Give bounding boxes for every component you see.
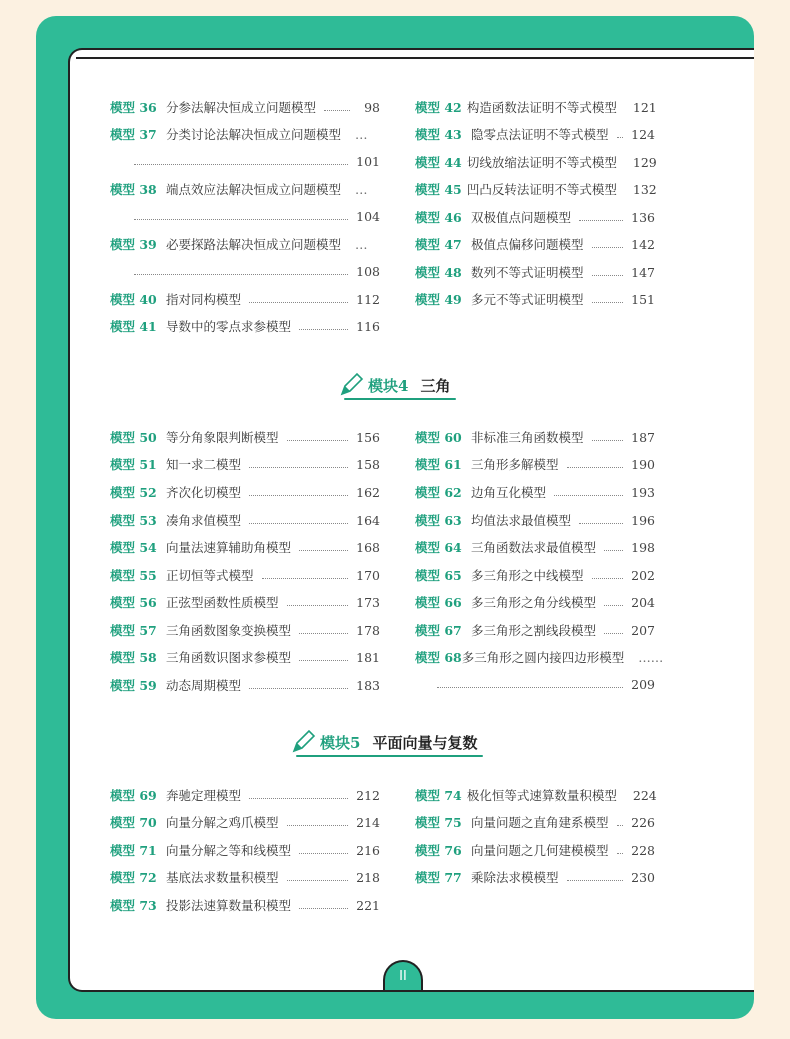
toc-entry[interactable] bbox=[110, 315, 380, 337]
model-title: 向量分解之鸡爪模型 bbox=[166, 815, 279, 830]
model-title: 正弦型函数性质模型 bbox=[166, 595, 279, 610]
page-number: 209 bbox=[631, 677, 655, 692]
model-title: 正切恒等式模型 bbox=[166, 568, 254, 583]
model-title: 端点效应法解决恒成立问题模型 bbox=[166, 182, 342, 197]
module5-label: 模块5 bbox=[320, 733, 361, 752]
page-number: 162 bbox=[356, 484, 380, 500]
module4-title: 三角 bbox=[420, 376, 451, 395]
toc-entry[interactable] bbox=[415, 784, 655, 806]
model-title: 边角互化模型 bbox=[471, 485, 547, 500]
page-number: 168 bbox=[356, 539, 380, 555]
toc-entry[interactable] bbox=[110, 96, 380, 118]
model-label: 模型 49 bbox=[415, 292, 462, 307]
model-label: 模型 39 bbox=[110, 237, 157, 252]
model-title: 数列不等式证明模型 bbox=[471, 265, 584, 280]
model-title: 三角形多解模型 bbox=[471, 457, 559, 472]
model-title: 向量分解之等和线模型 bbox=[166, 843, 292, 858]
model-title: 齐次化切模型 bbox=[166, 485, 242, 500]
page-number: 108 bbox=[356, 264, 380, 279]
toc-entry[interactable] bbox=[415, 591, 655, 613]
toc-entry[interactable] bbox=[415, 426, 655, 448]
model-label: 模型 46 bbox=[415, 210, 462, 225]
leader-dots: …… bbox=[638, 649, 664, 665]
model-title: 奔驰定理模型 bbox=[166, 788, 242, 803]
page-number: 214 bbox=[356, 814, 380, 830]
model-label: 模型 47 bbox=[415, 237, 462, 252]
dot-leader bbox=[617, 853, 624, 854]
dot-leader bbox=[249, 302, 348, 303]
model-title: 极值点偏移问题模型 bbox=[471, 237, 584, 252]
dot-leader bbox=[617, 137, 624, 138]
leader-dots: … bbox=[355, 126, 368, 142]
page-number: 207 bbox=[631, 622, 655, 638]
module5-heading bbox=[290, 725, 477, 759]
model-title: 基底法求数量积模型 bbox=[166, 870, 279, 885]
page-number: 158 bbox=[356, 456, 380, 472]
model-title: 凹凸反转法证明不等式模型 bbox=[466, 182, 617, 197]
model-label: 模型 50 bbox=[110, 430, 157, 445]
page-number: 190 bbox=[631, 456, 655, 472]
model-label: 模型 41 bbox=[110, 319, 157, 334]
model-title: 三角函数图象变换模型 bbox=[166, 623, 292, 638]
dot-leader bbox=[592, 440, 624, 441]
module5-title: 平面向量与复数 bbox=[372, 733, 478, 752]
page-number: 132 bbox=[632, 181, 657, 197]
model-title: 多三角形之圆内接四边形模型 bbox=[461, 650, 625, 665]
page-number: 187 bbox=[631, 429, 655, 445]
model-label: 模型 43 bbox=[415, 127, 462, 142]
leader-dots: … bbox=[355, 181, 368, 197]
toc-entry[interactable] bbox=[110, 591, 380, 613]
page-number: 121 bbox=[632, 99, 657, 115]
page-number: 151 bbox=[631, 291, 655, 307]
model-label: 模型 70 bbox=[110, 815, 157, 830]
toc-entry[interactable] bbox=[110, 123, 380, 145]
toc-entry[interactable] bbox=[110, 288, 380, 310]
toc-entry[interactable] bbox=[110, 894, 380, 916]
toc-entry[interactable] bbox=[110, 674, 380, 696]
toc-entry[interactable] bbox=[110, 426, 380, 448]
toc-entry[interactable] bbox=[415, 564, 655, 586]
page-number: 183 bbox=[356, 677, 380, 693]
dot-leader bbox=[287, 605, 349, 606]
dot-leader bbox=[299, 329, 348, 330]
model-label: 模型 63 bbox=[415, 513, 462, 528]
page-number: 204 bbox=[631, 594, 655, 610]
model-label: 模型 65 bbox=[415, 568, 462, 583]
page-number: 178 bbox=[356, 622, 380, 638]
page-number: 156 bbox=[356, 429, 380, 445]
dot-leader bbox=[249, 495, 348, 496]
dot-leader bbox=[604, 550, 623, 551]
page-number: 221 bbox=[356, 897, 380, 913]
dot-leader bbox=[579, 220, 623, 221]
model-label: 模型 76 bbox=[415, 843, 462, 858]
dot-leader bbox=[287, 880, 349, 881]
toc-entry[interactable] bbox=[110, 178, 380, 200]
toc-entry[interactable] bbox=[415, 646, 664, 668]
toc-entry[interactable] bbox=[415, 96, 655, 118]
page-number: 164 bbox=[356, 512, 380, 528]
model-label: 模型 38 bbox=[110, 182, 157, 197]
model-title: 构造函数法证明不等式模型 bbox=[466, 100, 617, 115]
dot-leader bbox=[592, 302, 624, 303]
dot-leader bbox=[249, 523, 348, 524]
page-number: 147 bbox=[631, 264, 655, 280]
dot-leader bbox=[579, 523, 623, 524]
model-label: 模型 51 bbox=[110, 457, 157, 472]
page-number: 202 bbox=[631, 567, 655, 583]
dot-leader bbox=[287, 440, 349, 441]
page-number: 98 bbox=[364, 99, 380, 115]
dot-leader bbox=[604, 633, 623, 634]
dot-leader bbox=[134, 274, 348, 275]
dot-leader bbox=[299, 660, 348, 661]
toc-entry[interactable] bbox=[415, 509, 655, 531]
model-label: 模型 75 bbox=[415, 815, 462, 830]
page-number: 230 bbox=[631, 869, 655, 885]
page-number-tab: II bbox=[383, 960, 423, 990]
dot-leader bbox=[249, 688, 348, 689]
model-label: 模型 66 bbox=[415, 595, 462, 610]
model-label: 模型 45 bbox=[415, 182, 462, 197]
dot-leader bbox=[299, 908, 348, 909]
model-title: 导数中的零点求参模型 bbox=[166, 319, 292, 334]
model-label: 模型 71 bbox=[110, 843, 157, 858]
model-title: 投影法速算数量积模型 bbox=[166, 898, 292, 913]
dot-leader bbox=[299, 550, 348, 551]
toc-entry-continuation bbox=[134, 151, 380, 173]
toc-entry[interactable] bbox=[415, 288, 655, 310]
toc-entry[interactable] bbox=[415, 811, 655, 833]
model-title: 凑角求值模型 bbox=[166, 513, 242, 528]
dot-leader bbox=[134, 219, 348, 220]
toc-entry[interactable] bbox=[110, 619, 380, 641]
leader-dots: … bbox=[355, 236, 368, 252]
toc-entry[interactable] bbox=[110, 646, 380, 668]
model-title: 双极值点问题模型 bbox=[471, 210, 572, 225]
model-label: 模型 44 bbox=[415, 155, 462, 170]
toc-entry[interactable] bbox=[110, 233, 380, 255]
toc-entry[interactable] bbox=[110, 536, 380, 558]
page-number: 104 bbox=[356, 209, 380, 224]
pencil-icon bbox=[338, 372, 364, 398]
page-number: 136 bbox=[631, 209, 655, 225]
model-label: 模型 58 bbox=[110, 650, 157, 665]
toc-entry[interactable] bbox=[415, 839, 655, 861]
page-number: 124 bbox=[631, 126, 655, 142]
dot-leader bbox=[134, 164, 348, 165]
dot-leader bbox=[287, 825, 349, 826]
dot-leader bbox=[617, 825, 624, 826]
model-label: 模型 40 bbox=[110, 292, 157, 307]
dot-leader bbox=[604, 605, 623, 606]
page-number: 173 bbox=[356, 594, 380, 610]
toc-entry-continuation bbox=[134, 206, 380, 228]
model-label: 模型 42 bbox=[415, 100, 462, 115]
model-title: 动态周期模型 bbox=[166, 678, 242, 693]
toc-entry[interactable] bbox=[110, 509, 380, 531]
page-edge-line bbox=[76, 57, 754, 59]
model-title: 均值法求最值模型 bbox=[471, 513, 572, 528]
dot-leader bbox=[437, 687, 623, 688]
model-title: 等分角象限判断模型 bbox=[166, 430, 279, 445]
dot-leader bbox=[249, 798, 348, 799]
model-title: 多三角形之割线段模型 bbox=[471, 623, 597, 638]
model-title: 向量问题之直角建系模型 bbox=[471, 815, 609, 830]
page-number: 112 bbox=[356, 291, 380, 307]
dot-leader bbox=[299, 633, 348, 634]
model-label: 模型 57 bbox=[110, 623, 157, 638]
dot-leader bbox=[592, 247, 624, 248]
module4-label: 模块4 bbox=[368, 376, 409, 395]
page-number: 198 bbox=[631, 539, 655, 555]
toc-entry[interactable] bbox=[110, 481, 380, 503]
toc-entry[interactable] bbox=[415, 233, 655, 255]
model-label: 模型 52 bbox=[110, 485, 157, 500]
model-label: 模型 73 bbox=[110, 898, 157, 913]
toc-entry[interactable] bbox=[110, 811, 380, 833]
model-title: 知一求二模型 bbox=[166, 457, 242, 472]
pencil-icon bbox=[290, 729, 316, 755]
model-title: 三角函数法求最值模型 bbox=[471, 540, 597, 555]
toc-entry[interactable] bbox=[415, 151, 655, 173]
dot-leader bbox=[567, 467, 624, 468]
model-title: 分参法解决恒成立问题模型 bbox=[166, 100, 317, 115]
page-number: 101 bbox=[356, 154, 380, 169]
model-title: 向量问题之几何建模模型 bbox=[471, 843, 609, 858]
model-label: 模型 56 bbox=[110, 595, 157, 610]
model-title: 向量法速算辅助角模型 bbox=[166, 540, 292, 555]
dot-leader bbox=[262, 578, 349, 579]
model-title: 指对同构模型 bbox=[166, 292, 242, 307]
toc-entry[interactable] bbox=[110, 839, 380, 861]
dot-leader bbox=[592, 578, 624, 579]
model-label: 模型 68 bbox=[415, 650, 462, 665]
toc-entry[interactable] bbox=[415, 261, 655, 283]
toc-entry[interactable] bbox=[415, 206, 655, 228]
page-number: 224 bbox=[632, 787, 657, 803]
model-title: 分类讨论法解决恒成立问题模型 bbox=[166, 127, 342, 142]
toc-entry[interactable] bbox=[110, 784, 380, 806]
dot-leader bbox=[249, 467, 348, 468]
toc-entry[interactable] bbox=[415, 866, 655, 888]
model-label: 模型 67 bbox=[415, 623, 462, 638]
toc-entry[interactable] bbox=[110, 866, 380, 888]
model-label: 模型 59 bbox=[110, 678, 157, 693]
dot-leader bbox=[554, 495, 623, 496]
toc-entry[interactable] bbox=[110, 564, 380, 586]
model-title: 必要探路法解决恒成立问题模型 bbox=[166, 237, 342, 252]
module4-heading bbox=[338, 368, 450, 402]
toc-entry-continuation bbox=[437, 674, 655, 696]
model-label: 模型 60 bbox=[415, 430, 462, 445]
model-title: 多元不等式证明模型 bbox=[471, 292, 584, 307]
model-label: 模型 72 bbox=[110, 870, 157, 885]
dot-leader bbox=[299, 853, 348, 854]
toc-entry[interactable] bbox=[415, 481, 655, 503]
model-title: 三角函数识图求参模型 bbox=[166, 650, 292, 665]
page-number: 116 bbox=[356, 318, 380, 334]
page-number: 226 bbox=[631, 814, 655, 830]
toc-entry[interactable] bbox=[415, 453, 655, 475]
toc-entry[interactable] bbox=[415, 536, 655, 558]
model-label: 模型 48 bbox=[415, 265, 462, 280]
dot-leader bbox=[324, 110, 350, 111]
toc-entry[interactable] bbox=[110, 453, 380, 475]
toc-entry-continuation bbox=[134, 261, 380, 283]
toc-entry[interactable] bbox=[415, 619, 655, 641]
model-title: 乘除法求模模型 bbox=[471, 870, 559, 885]
model-label: 模型 74 bbox=[415, 788, 462, 803]
page-number: 196 bbox=[631, 512, 655, 528]
page-number: 193 bbox=[631, 484, 655, 500]
model-title: 切线放缩法证明不等式模型 bbox=[466, 155, 617, 170]
page-number: 142 bbox=[631, 236, 655, 252]
model-label: 模型 69 bbox=[110, 788, 157, 803]
toc-entry[interactable] bbox=[415, 123, 655, 145]
page-number: 218 bbox=[356, 869, 380, 885]
page-number: 228 bbox=[631, 842, 655, 858]
page-number: 181 bbox=[356, 649, 380, 665]
model-label: 模型 62 bbox=[415, 485, 462, 500]
model-label: 模型 61 bbox=[415, 457, 462, 472]
page-number: 216 bbox=[356, 842, 380, 858]
model-label: 模型 55 bbox=[110, 568, 157, 583]
page-number: 212 bbox=[356, 787, 380, 803]
model-label: 模型 37 bbox=[110, 127, 157, 142]
model-title: 极化恒等式速算数量积模型 bbox=[466, 788, 617, 803]
model-label: 模型 53 bbox=[110, 513, 157, 528]
model-label: 模型 77 bbox=[415, 870, 462, 885]
model-label: 模型 36 bbox=[110, 100, 157, 115]
model-label: 模型 54 bbox=[110, 540, 157, 555]
model-title: 多三角形之中线模型 bbox=[471, 568, 584, 583]
model-title: 隐零点法证明不等式模型 bbox=[471, 127, 609, 142]
dot-leader bbox=[567, 880, 624, 881]
model-label: 模型 64 bbox=[415, 540, 462, 555]
toc-entry[interactable] bbox=[415, 178, 655, 200]
model-title: 非标准三角函数模型 bbox=[471, 430, 584, 445]
dot-leader bbox=[592, 275, 624, 276]
page-number: 170 bbox=[356, 567, 380, 583]
model-title: 多三角形之角分线模型 bbox=[471, 595, 597, 610]
page-number: 129 bbox=[632, 154, 657, 170]
